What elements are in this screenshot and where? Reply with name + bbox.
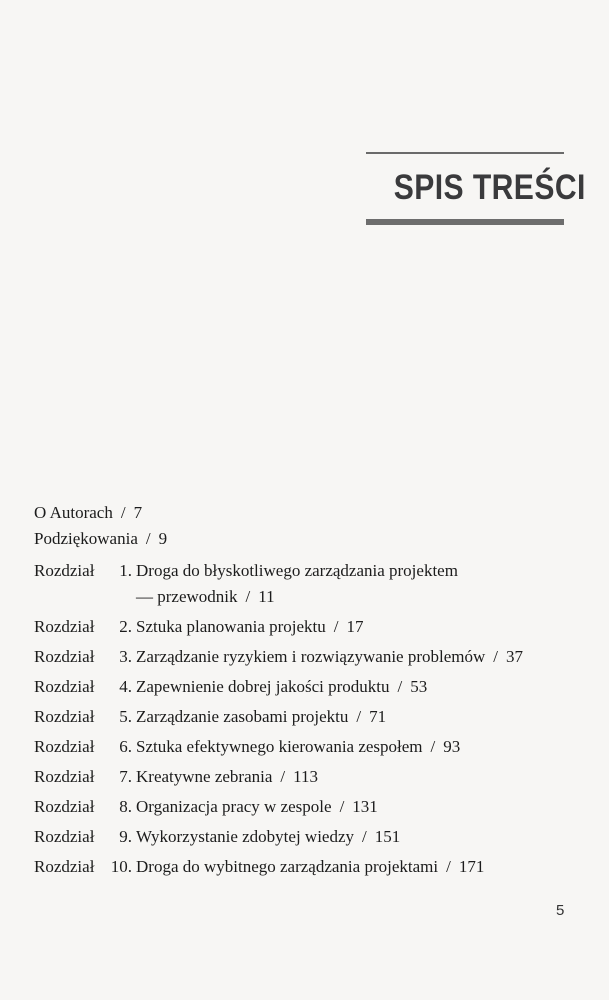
chapter-body [136, 704, 386, 730]
chapter-number: 7. [119, 767, 132, 786]
chapter-page: 37 [506, 647, 524, 666]
separator: / [333, 617, 339, 636]
chapter-label: Rozdział [34, 797, 95, 816]
chapter-label: Rozdział [34, 561, 95, 580]
chapter-entry [34, 704, 574, 730]
chapter-label: Rozdział [34, 677, 95, 696]
chapter-entry [34, 734, 574, 760]
chapter-page: 131 [352, 797, 378, 816]
chapter-number: 3. [119, 647, 132, 666]
chapter-label: Rozdział [34, 647, 95, 666]
chapter-title: Sztuka efektywnego kierowania zespołem [136, 737, 423, 756]
chapter-entry [34, 824, 574, 850]
chapter-number: 4. [119, 677, 132, 696]
chapter-entry [34, 674, 574, 700]
chapter-number: 5. [119, 707, 132, 726]
chapter-number: 8. [119, 797, 132, 816]
chapter-number: 6. [119, 737, 132, 756]
front-matter-list [34, 500, 574, 552]
separator: / [446, 857, 451, 876]
chapter-page: 17 [346, 617, 364, 636]
chapter-page: 71 [369, 707, 387, 726]
chapter-list [34, 558, 574, 880]
chapter-title: Zarządzanie ryzykiem i rozwiązywanie problemów [136, 647, 486, 666]
chapter-page: 11 [258, 587, 275, 606]
title-block [366, 152, 586, 225]
chapter-label: Rozdział [34, 617, 95, 636]
chapter-body [136, 558, 458, 610]
front-matter-entry [34, 500, 574, 526]
chapter-body [136, 734, 460, 760]
chapter-number: 2. [119, 617, 132, 636]
chapter-entry [34, 764, 574, 790]
separator: / [120, 503, 126, 522]
chapter-body [136, 614, 364, 640]
separator: / [339, 797, 345, 816]
top-rule [366, 152, 564, 154]
separator: / [145, 529, 151, 548]
separator: / [493, 647, 499, 666]
chapter-label: Rozdział [34, 827, 95, 846]
chapter-title: Droga do wybitnego zarządzania projektami [136, 857, 439, 876]
chapter-title: Sztuka planowania projektu [136, 617, 326, 636]
chapter-body [136, 644, 523, 670]
entry-title: O Autorach [34, 503, 113, 522]
bottom-rule [366, 219, 564, 225]
chapter-body [136, 794, 378, 820]
chapter-label: Rozdział [34, 707, 95, 726]
front-matter-entry [34, 526, 574, 552]
chapter-title-continuation: — przewodnik [136, 587, 238, 606]
chapter-title-continuation-line [136, 584, 458, 610]
chapter-page: 113 [293, 767, 318, 786]
chapter-page: 53 [410, 677, 428, 696]
separator: / [397, 677, 403, 696]
separator: / [362, 827, 367, 846]
chapter-body [136, 824, 400, 850]
chapter-page: 93 [443, 737, 461, 756]
entry-title: Podziękowania [34, 529, 138, 548]
chapter-label: Rozdział [34, 767, 95, 786]
entry-page: 9 [158, 529, 168, 548]
page-title: SPIS TREŚCI [393, 168, 586, 207]
chapter-title: Wykorzystanie zdobytej wiedzy [136, 827, 355, 846]
chapter-entry [34, 854, 574, 880]
chapter-title-line [136, 558, 458, 584]
chapter-title: Organizacja pracy w zespole [136, 797, 332, 816]
chapter-body [136, 764, 318, 790]
separator: / [356, 707, 362, 726]
chapter-label: Rozdział [34, 737, 95, 756]
chapter-number: 1. [119, 561, 132, 580]
entry-page: 7 [133, 503, 143, 522]
chapter-title: Droga do błyskotliwego zarządzania projektem [136, 561, 458, 580]
chapter-title: Zarządzanie zasobami projektu [136, 707, 349, 726]
chapter-page: 151 [374, 827, 401, 846]
chapter-body [136, 674, 427, 700]
chapter-label: Rozdział [34, 857, 95, 876]
chapter-title: Kreatywne zebrania [136, 767, 273, 786]
chapter-entry [34, 644, 574, 670]
separator: / [245, 587, 251, 606]
chapter-entry [34, 558, 574, 610]
chapter-number: 9. [119, 827, 132, 846]
separator: / [280, 767, 286, 786]
chapter-page: 171 [458, 857, 485, 876]
chapter-number: 10. [110, 857, 132, 876]
chapter-title: Zapewnienie dobrej jakości produktu [136, 677, 390, 696]
page-number: 5 [556, 902, 565, 919]
chapter-entry [34, 614, 574, 640]
chapter-body [136, 854, 484, 880]
table-of-contents [34, 500, 574, 884]
separator: / [430, 737, 436, 756]
chapter-entry [34, 794, 574, 820]
